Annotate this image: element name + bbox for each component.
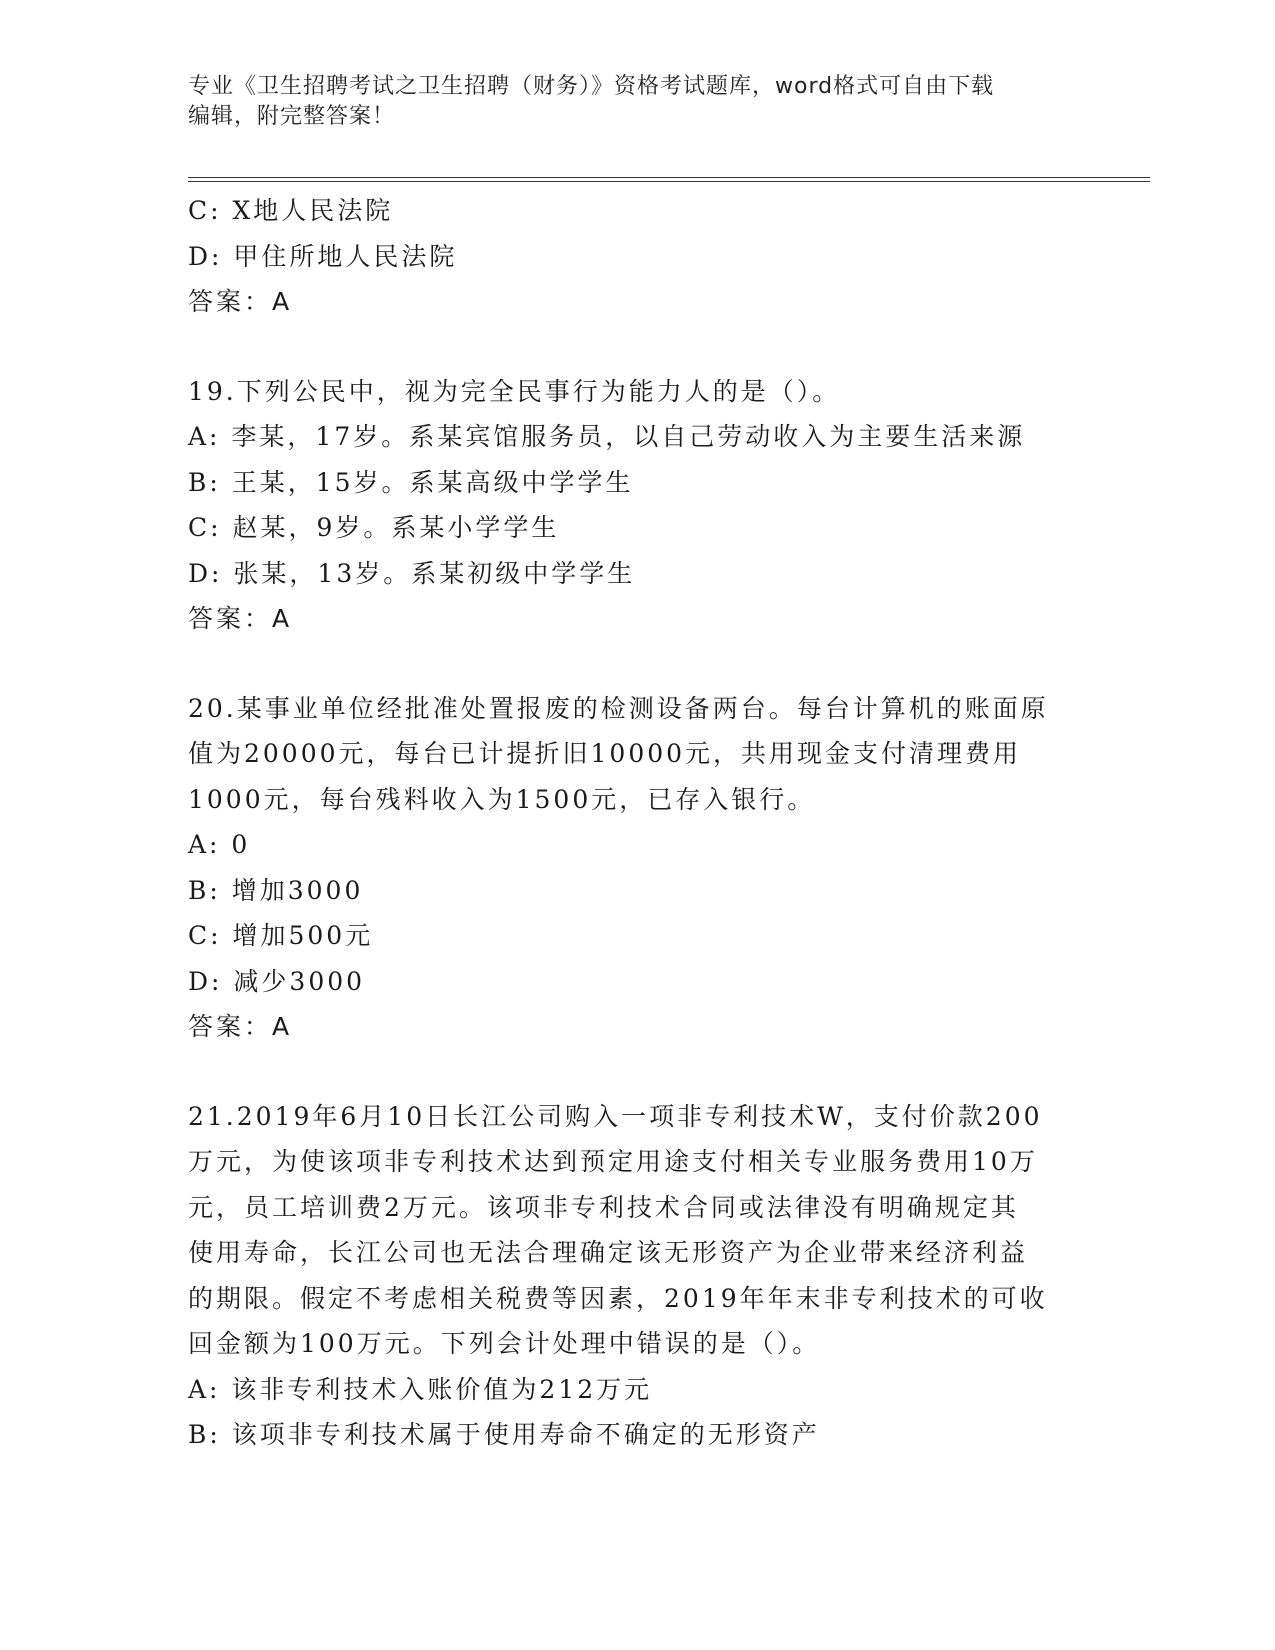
spacer <box>188 325 1088 369</box>
header-line-1: 专业《卫生招聘考试之卫生招聘（财务）》资格考试题库，word格式可自由下载 <box>188 74 995 99</box>
header-line-2: 编辑，附完整答案！ <box>188 104 396 129</box>
option-d: D: 甲住所地人民法院 <box>188 241 458 271</box>
question-stem-line: 使用寿命，长江公司也无法合理确定该无形资产为企业带来经济利益 <box>188 1238 1029 1267</box>
option-b: B: 该项非专利技术属于使用寿命不确定的无形资产 <box>188 1420 820 1449</box>
question-18-tail <box>188 188 1088 325</box>
question-stem: 19.下列公民中，视为完全民事行为能力人的是（）。 <box>188 376 841 406</box>
option-b: B: 王某，15岁。系某高级中学学生 <box>188 467 634 497</box>
answer: 答案：A <box>188 287 293 316</box>
answer: 答案：A <box>188 604 293 633</box>
question-stem-line: 21.2019年6月10日长江公司购入一项非专利技术W，支付价款200 <box>188 1101 1043 1131</box>
question-stem-line: 值为20000元，每台已计提折旧10000元，共用现金支付清理费用 <box>188 739 1022 768</box>
option-d: D: 减少3000 <box>188 966 366 996</box>
option-a: A: 李某，17岁。系某宾馆服务员，以自己劳动收入为主要生活来源 <box>188 422 1026 451</box>
spacer <box>188 642 1088 686</box>
question-stem <box>188 686 1088 823</box>
question-stem-line: 回金额为100万元。下列会计处理中错误的是（）。 <box>188 1329 821 1358</box>
option-a: A: 0 <box>188 830 251 859</box>
question-20 <box>188 686 1088 1050</box>
question-stem <box>188 1094 1088 1367</box>
question-stem-line: 20.某事业单位经批准处置报废的检测设备两台。每台计算机的账面原 <box>188 693 1049 723</box>
option-c: C: 赵某，9岁。系某小学学生 <box>188 513 560 542</box>
option-a: A: 该非专利技术入账价值为212万元 <box>188 1374 653 1404</box>
question-stem-line: 元，员工培训费2万元。该项非专利技术合同或法律没有明确规定其 <box>188 1192 1019 1222</box>
page-header <box>188 72 1088 132</box>
document-body <box>188 188 1088 1458</box>
question-stem-line: 1000元，每台残料收入为1500元，已存入银行。 <box>188 784 816 814</box>
question-stem-line: 的期限。假定不考虑相关税费等因素，2019年年末非专利技术的可收 <box>188 1283 1048 1313</box>
question-19 <box>188 369 1088 642</box>
question-21 <box>188 1094 1088 1458</box>
header-divider <box>188 177 1150 182</box>
option-b: B: 增加3000 <box>188 875 364 905</box>
option-c: C: X地人民法院 <box>188 196 394 225</box>
spacer <box>188 1050 1088 1094</box>
question-stem-line: 万元，为使该项非专利技术达到预定用途支付相关专业服务费用10万 <box>188 1147 1038 1176</box>
answer: 答案：A <box>188 1012 293 1041</box>
option-c: C: 增加500元 <box>188 921 374 950</box>
option-d: D: 张某，13岁。系某初级中学学生 <box>188 558 636 588</box>
